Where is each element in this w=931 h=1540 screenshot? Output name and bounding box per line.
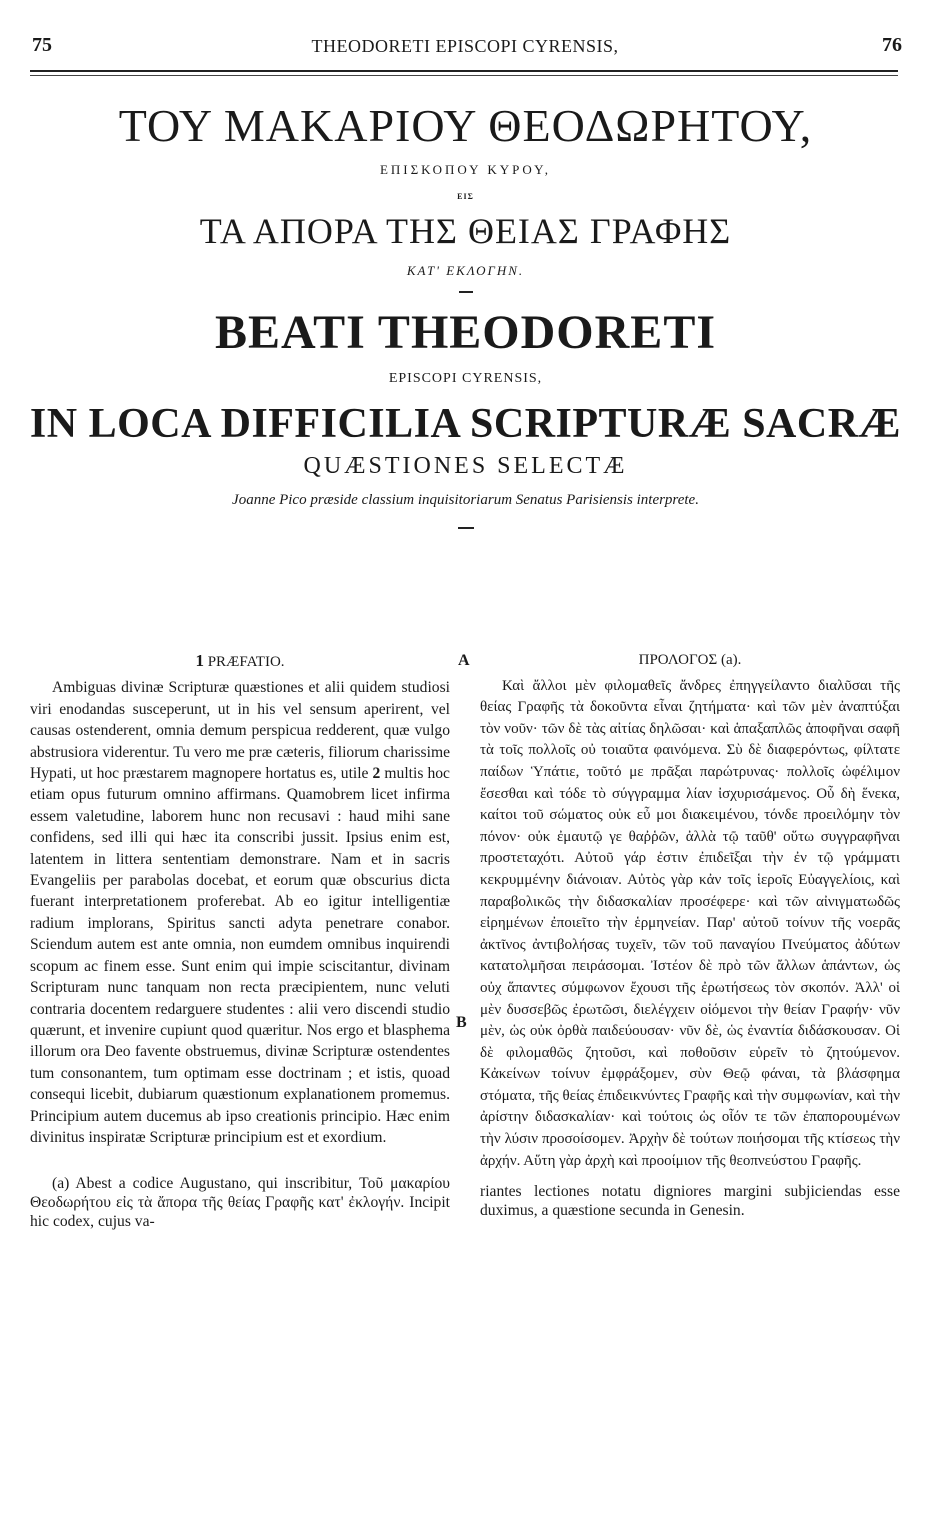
title-dash <box>459 291 473 293</box>
column-number-1: 1 <box>195 651 204 670</box>
header-rule-thin <box>30 75 898 76</box>
greek-subtitle: ΕΠΙΣΚΟΠΟΥ ΚΥΡΟΥ, <box>379 162 552 177</box>
latin-subtitle: EPISCOPI CYRENSIS, <box>388 371 543 386</box>
margin-marker-b: B <box>456 1014 467 1031</box>
page-number-left: 75 <box>32 34 52 56</box>
greek-second-title: ΤΑ ΑΠΟΡΑ ΤΗΣ ΘΕΙΑΣ ΓΡΑΦΗΣ <box>199 211 732 251</box>
latin-main-title: BEATI THEODORETI <box>214 306 717 359</box>
latin-body-part2: multis hoc etiam opus futurum omnino affirmans. Quamobrem licet infirma essem valetudine, laborem hunc non recusavi : haud mihi sane confidens, sed illi qui hæc ita conscribi jussit. Ipsius enim est, latentem in littera sententiam demonstrare. Nam et in sacris Evangeliis per parabolas docebat, et eorum quæ obscurius dicta fuerant interpretationem proferebat. Ab eo igitur intelligentiæ radium implorans, Spiritus sancti adyta penetrare conabor. Sciendum autem est ante omnia, non eumdem omnibus inquirendi scopum ac finem esse. Sunt enim qui impie sciscitantur, divinam Scripturam nunc tanquam non recta præcipientem, nunc veluti contraria docentem redarguere studentes : alii vero discendi studio quærunt, et invenire cupiunt quod quæritur. Nos ergo et blasphema illorum ora Deo favente obstruemus, divinæ Scripturæ ostendentes tum consonantem, tum optimam esse doctrinam ; et istis, quoad consequi licebit, dubiarum quæstionum explanationem promemus. Principium autem ducemus ab ipso creationis principio. Hæc enim divinitus inspiratæ Scripturæ principium est et exordium. <box>30 765 450 1146</box>
latin-third-title: QUÆSTIONES SELECTÆ <box>303 453 628 479</box>
page-number-right: 76 <box>882 34 902 56</box>
column-number-2: 2 <box>372 765 381 783</box>
header-rule <box>30 70 898 72</box>
margin-marker-a: A <box>458 652 470 669</box>
praefatio-heading: PRÆFATIO. <box>207 654 285 670</box>
title-block <box>0 98 931 529</box>
latin-column <box>30 650 450 1231</box>
running-head <box>28 34 902 60</box>
latin-column-heading <box>30 650 450 673</box>
footnote-continuation: riantes lectiones notatu digniores margini subjiciendas esse duximus, a quæstione secunda in Genesin. <box>480 1183 900 1220</box>
translator-line: Joanne Pico præside classium inquisitoriarum Senatus Parisiensis interprete. <box>232 492 699 508</box>
latin-body-part1: Ambiguas divinæ Scripturæ quæstiones et alii quidem studiosi viri enodandas susceperunt, ut in his vel sensum aperirent, vel causas ostenderent, omnia demum perspicua redderent, quæ vulgo abstrusiora viderentur. Tu vero me præ cæteris, filiorum charissime Hypati, ut hoc præstarem magnopere hortatus es, utile <box>30 679 450 783</box>
greek-column <box>480 650 900 1220</box>
greek-main-title: ΤΟΥ ΜΑΚΑΡΙΟΥ ΘΕΟΔΩΡΗΤΟΥ, <box>118 100 813 151</box>
prologos-heading: ΠΡΟΛΟΓΟΣ (a). <box>638 652 742 668</box>
footnote: (a) Abest a codice Augustano, qui inscribitur, Τοῦ μακαρίου Θεοδωρήτου εἰς τὰ ἄπορα τῆς θείας Γραφῆς κατ' ἐκλογήν. Incipit hic codex, cujus va- <box>30 1175 450 1231</box>
greek-eis: ΕΙΣ <box>457 192 474 201</box>
greek-kat-eklogen: ΚΑΤ' ΕΚΛΟΓΗΝ. <box>406 263 525 278</box>
greek-body: Καὶ ἄλλοι μὲν φιλομαθεῖς ἄνδρες ἐπηγγείλαντο διαλῦσαι τῆς θείας Γραφῆς τὰ δοκοῦντα εἶναι ζητήματα· καὶ τῶν μὲν ἀναπτύξαι τὸν νοῦν· τῶν δὲ τὰς αἰτίας δηλῶσαι· καὶ ἁπαξαπλῶς ἀποφῆναι σαφῆ τὰ τοῖς πολλοῖς οὐ τοιαῦτα φαινόμενα. Σὺ δὲ διαφερόντως, φίλτατε παίδων Ὑπάτιε, τοῦτό με πρᾶξαι παρώτρυνας· πολλοῖς ὠφέλιμον ἔσεσθαι καὶ τόδε τὸ σύγγραμμα λίαν ἰσχυρισάμενος. Οὗ δὴ ἕνεκα, καίτοι τοῦ σώματος οὐκ εὖ μοι διακειμένου, τόνδε προειλόμην τὸν πόνον· οὐκ ἐμαυτῷ γε θαῤῥῶν, ἀλλὰ τῷ ταῦθ' οὕτω συγγραφῆναι προστεταχότι. Αὐτοῦ γάρ ἐστιν ἐπιδεῖξαι τὴν ἐν τῷ γράμματι κεκρυμμένην διάνοιαν. Αὐτὸς γὰρ κἀν τοῖς ἱεροῖς Εὐαγγελίοις, καὶ παραβολικῶς τὴν διδασκαλίαν προσέφερε· καὶ τῶν αἰνιγματωδῶς εἰρημένων ἐποιεῖτο τὴν ἑρμηνείαν. Παρ' αὐτοῦ τοίνυν τῆς νοερᾶς ἀκτῖνος ἀντιβολήσας τυχεῖν, τῶν τοῦ παναγίου Πνεύματος ἀδύτων κατατολμῆσαι πειράσομαι. Ἰστέον δὲ πρὸ τῶν ἄλλων ἁπάντων, ὡς οὐχ ἅπαντες σύμφωνον ἔχουσι τῆς ἐρωτήσεως τὸν σκοπόν. Ἀλλ' οἱ μὲν δυσσεβῶς ἐρωτῶσι, διελέγχειν οἰόμενοι τὴν θείαν Γραφήν· νῦν μὲν, ὡς οὐκ ὀρθὰ παιδεύουσαν· νῦν δὲ, ὡς ἐναντία διδάσκουσαν. Οἱ δὲ φιλομαθῶς ζητοῦσι, καὶ ποθοῦσιν εὑρεῖν τὸ ζητούμενον. Κἀκείνων τοίνυν ἐμφράξομεν, σὺν Θεῷ φάναι, τὰ βλάσφημα στόματα, τῆς θείας ἐπιδεικνύντες Γραφῆς καὶ τὴν συμφωνίαν, καὶ τὴν ἀρίστην διδασκαλίαν· καὶ τούτοις ὡς οἷόν τε τῶν ἐπαπορουμένων τὴν λύσιν προσοίσομεν. Ἀρχὴν δὲ τούτων ποιήσομαι τῆς κτίσεως τὴν ἀρχήν. Αὕτη γὰρ ἀρχὴ καὶ προοίμιον τῆς θεοπνεύστου Γραφῆς. <box>480 677 900 1169</box>
latin-body <box>30 677 450 1148</box>
title-dash-bottom <box>458 527 474 529</box>
running-title: THEODORETI EPISCOPI CYRENSIS, <box>311 36 619 56</box>
latin-second-title: IN LOCA DIFFICILIA SCRIPTURÆ SACRÆ <box>29 401 902 447</box>
